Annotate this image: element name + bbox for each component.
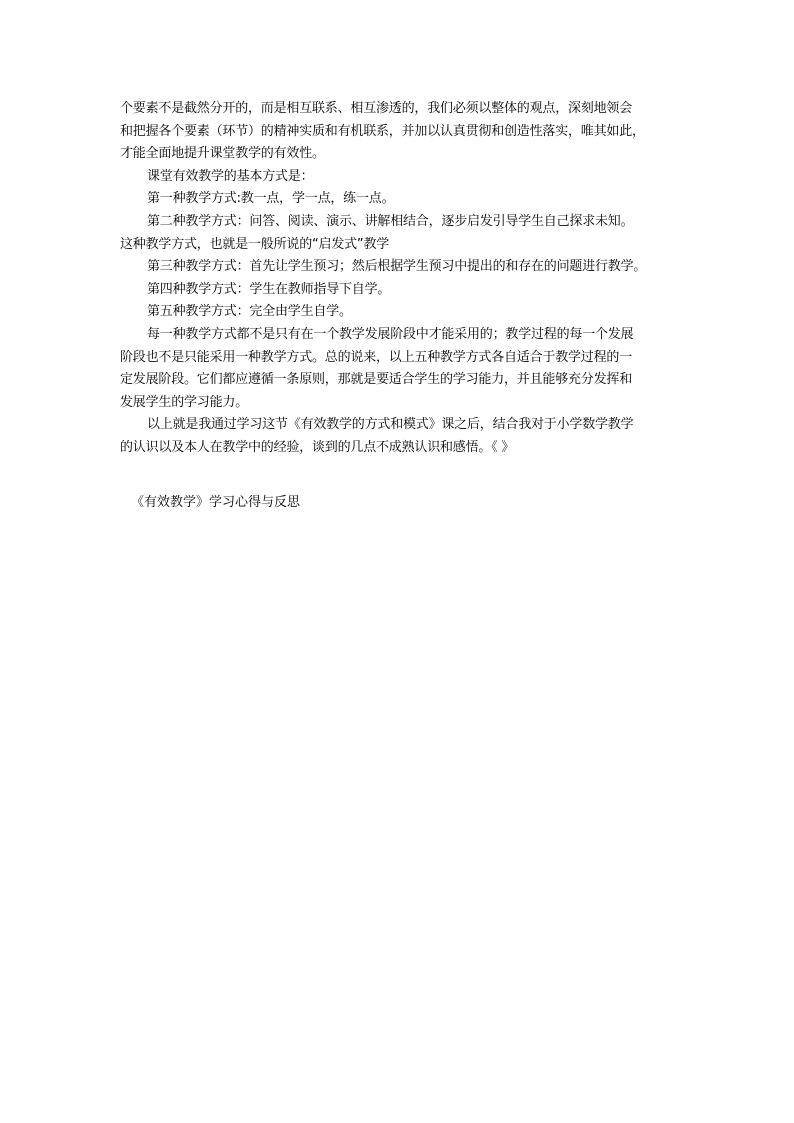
- list-item: 第五种教学方式：完全由学生自学。: [147, 304, 352, 320]
- body-line: 的认识以及本人在教学中的经验，谈到的几点不成熟认识和感悟。《 》: [120, 439, 515, 455]
- body-line: 个要素不是截然分开的，而是相互联系、相互渗透的，我们必须以整体的观点，深刻地领会: [120, 101, 633, 116]
- body-line: 才能全面地提升课堂教学的有效性。: [120, 146, 325, 162]
- list-item: 第三种教学方式：首先让学生预习；然后根据学生预习中提出的和存在的问题进行教学。: [147, 259, 647, 275]
- body-line: 以上就是我通过学习这节《有效教学的方式和模式》课之后，结合我对于小学数学教学: [147, 417, 634, 433]
- document-title: 《有效教学》学习心得与反思: [131, 495, 301, 510]
- body-line: 和把握各个要素（环节）的精神实质和有机联系，并加以认真贯彻和创造性落实，唯其如此，: [120, 123, 645, 139]
- body-line: 这种教学方式，也就是一般所说的“启发式”教学: [120, 236, 390, 252]
- document-body: [120, 98, 680, 460]
- list-item: 第一种教学方式:教一点，学一点，练一点。: [147, 191, 395, 207]
- body-line: 每一种教学方式都不是只有在一个教学发展阶段中才能采用的；教学过程的每一个发展: [147, 326, 634, 342]
- body-line: 定发展阶段。它们都应遵循一条原则，那就是要适合学生的学习能力，并且能够充分发挥和: [120, 372, 633, 388]
- list-item: 第二种教学方式：问答、阅读、演示、讲解相结合，逐步启发引导学生自己探求未知。: [147, 213, 634, 229]
- paragraph-heading: 课堂有效教学的基本方式是：: [147, 168, 314, 184]
- list-item: 第四种教学方式：学生在教师指导下自学。: [147, 281, 391, 297]
- body-line: 发展学生的学习能力。: [120, 394, 249, 410]
- body-line: 阶段也不是只能采用一种教学方式。总的说来，以上五种教学方式各自适合于教学过程的一: [120, 349, 633, 365]
